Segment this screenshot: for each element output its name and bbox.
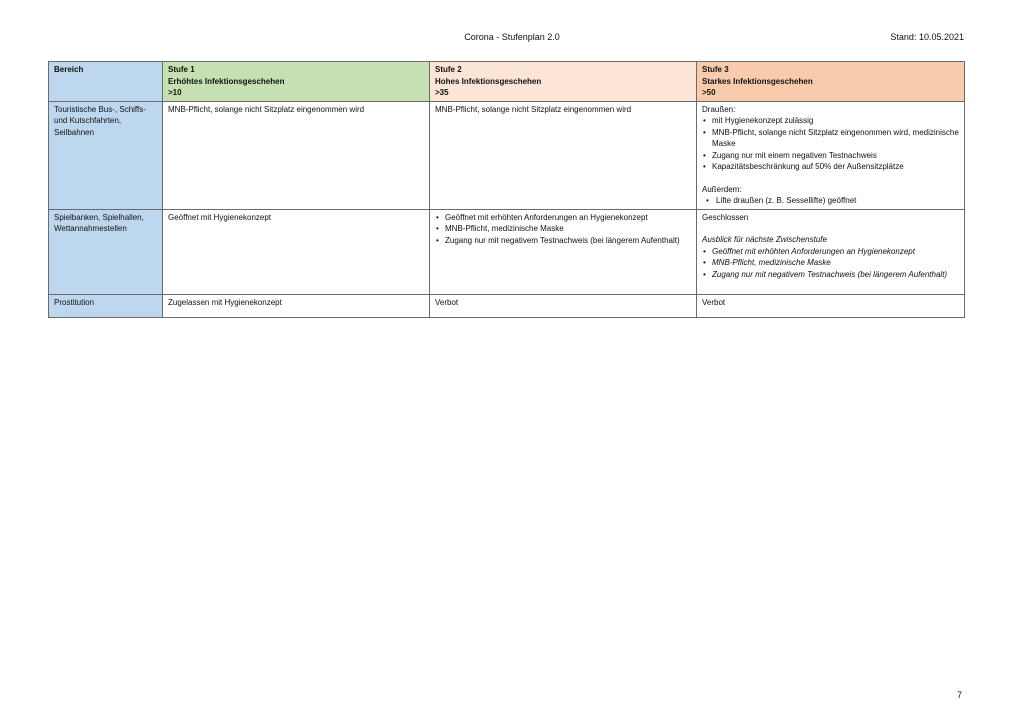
header-stufe-1-threshold: >10: [168, 88, 182, 97]
cell-intro: Geschlossen: [702, 212, 749, 222]
bullet-list: [702, 195, 960, 207]
row-stufe-3-cell: [697, 101, 965, 209]
bullet-item: • Zugang nur mit negativem Testnachweis (bei längerem Aufenthalt): [702, 269, 960, 281]
cell-intro: Draußen:: [702, 104, 736, 114]
stufenplan-table: [48, 61, 965, 318]
header-stufe-2-desc: Hohes Infektionsgeschehen: [435, 76, 542, 86]
bullet-item: • MNB-Pflicht, medizinische Maske: [435, 223, 692, 235]
header-stufe-1-desc: Erhöhtes Infektionsgeschehen: [168, 76, 285, 86]
bullet-list: [702, 115, 960, 173]
bullet-item: • MNB-Pflicht, solange nicht Sitzplatz eingenommen wird, medizinische Maske: [702, 127, 960, 150]
row-stufe-1-cell: Geöffnet mit Hygienekonzept: [163, 209, 430, 294]
page-number: 7: [956, 690, 962, 700]
bullet-list: [435, 212, 692, 247]
row-stufe-2-cell: MNB-Pflicht, solange nicht Sitzplatz eingenommen wird: [430, 101, 697, 209]
table-row: [49, 101, 965, 209]
row-bereich-cell: Spielbanken, Spielhallen, Wettannahmestellen: [49, 209, 163, 294]
row-bereich-cell: Touristische Bus-, Schiffs- und Kutschfahrten, Seilbahnen: [49, 101, 163, 209]
row-stufe-2-cell: [430, 209, 697, 294]
row-stufe-2-cell: Verbot: [430, 294, 697, 317]
cell-extra-label: Außerdem:: [702, 184, 742, 194]
bullet-item: • Zugang nur mit negativem Testnachweis (bei längerem Aufenthalt): [435, 235, 692, 247]
header-stufe-3: [697, 62, 965, 102]
header-stufe-3-desc: Starkes Infektionsgeschehen: [702, 76, 813, 86]
bullet-list: [702, 246, 960, 281]
row-stufe-3-cell: Verbot: [697, 294, 965, 317]
row-bereich-cell: Prostitution: [49, 294, 163, 317]
header-stufe-1-name: Stufe 1: [168, 65, 195, 74]
table-row: [49, 294, 965, 317]
row-stufe-1-cell: Zugelassen mit Hygienekonzept: [163, 294, 430, 317]
bullet-item: • Geöffnet mit erhöhten Anforderungen an Hygienekonzept: [702, 246, 960, 258]
bullet-item: • Kapazitätsbeschränkung auf 50% der Außensitzplätze: [702, 161, 960, 173]
bullet-item: • Zugang nur mit einem negativen Testnachweis: [702, 150, 960, 162]
header-stufe-2-name: Stufe 2: [435, 65, 462, 74]
table-row: [49, 209, 965, 294]
header-stufe-3-name: Stufe 3: [702, 65, 729, 74]
header-stufe-1: [163, 62, 430, 102]
bullet-item: • MNB-Pflicht, medizinische Maske: [702, 257, 960, 269]
bullet-item: • mit Hygienekonzept zulässig: [702, 115, 960, 127]
table-header-row: [49, 62, 965, 102]
header-stufe-3-threshold: >50: [702, 88, 716, 97]
header-stufe-2: [430, 62, 697, 102]
document-date: Stand: 10.05.2021: [890, 32, 964, 42]
bullet-item: • Geöffnet mit erhöhten Anforderungen an Hygienekonzept: [435, 212, 692, 224]
header-bereich: [49, 62, 163, 102]
outlook-label: Ausblick für nächste Zwischenstufe: [702, 235, 827, 244]
row-stufe-3-cell: [697, 209, 965, 294]
document-title: Corona - Stufenplan 2.0: [464, 32, 560, 42]
bullet-item: • Lifte draußen (z. B. Sessellifte) geöffnet: [702, 195, 960, 207]
header-bereich-label: Bereich: [54, 65, 84, 74]
row-stufe-1-cell: MNB-Pflicht, solange nicht Sitzplatz eingenommen wird: [163, 101, 430, 209]
header-stufe-2-threshold: >35: [435, 88, 449, 97]
